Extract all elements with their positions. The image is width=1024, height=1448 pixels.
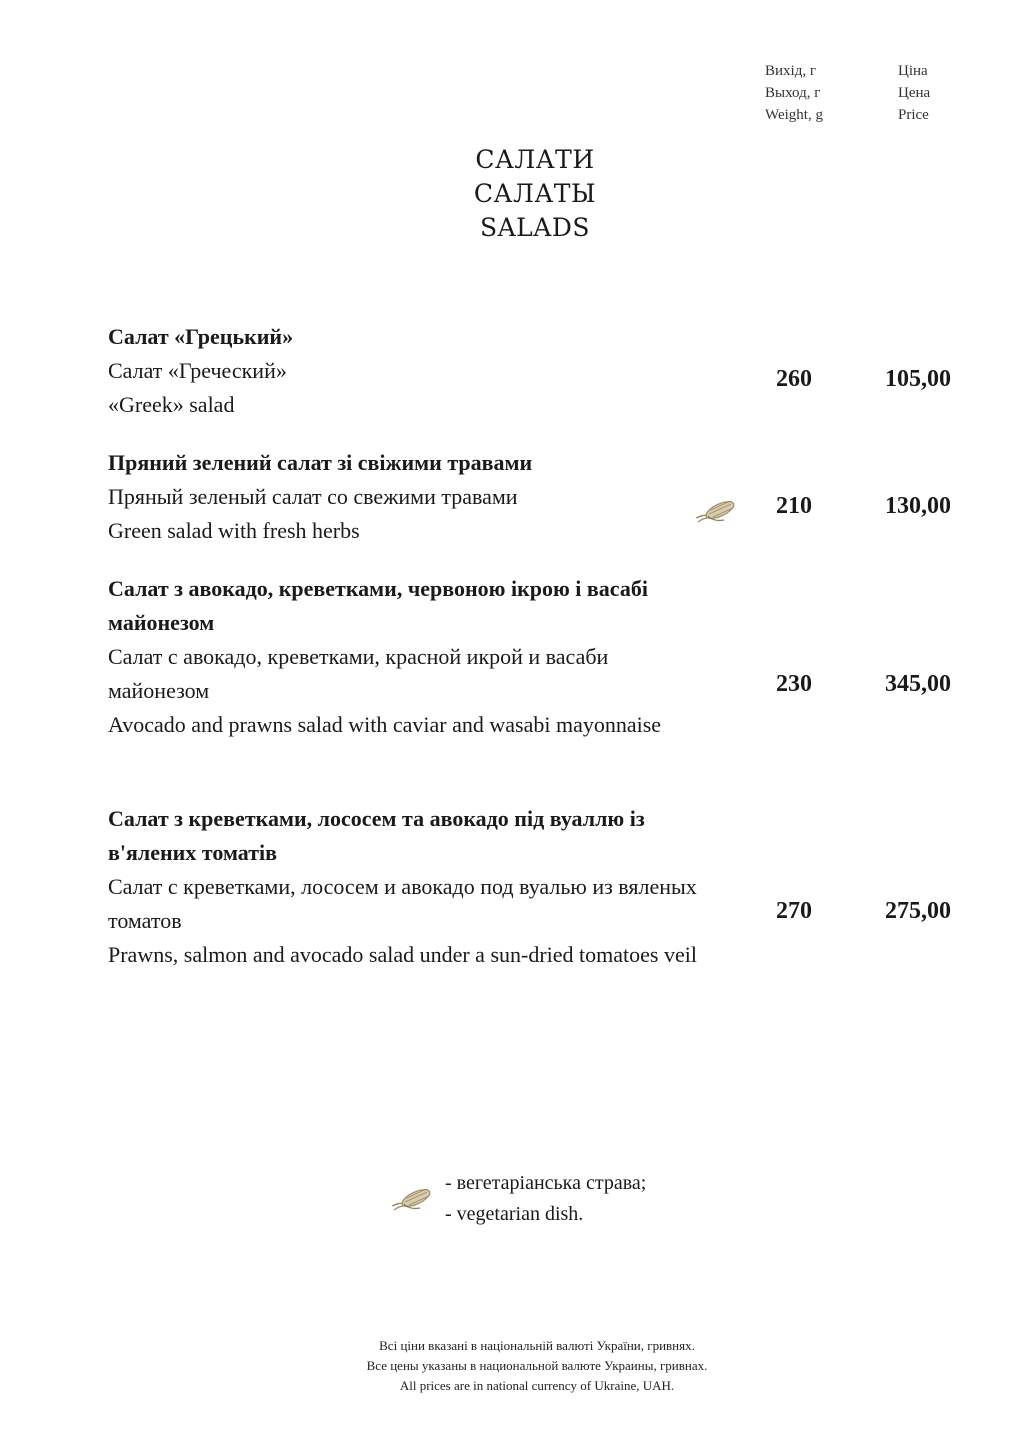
- currency-note-uk: Всі ціни вказані в національній валюті України, гривнях.: [379, 1338, 695, 1353]
- currency-note: [0, 1336, 1024, 1396]
- price-header-ru: Цена: [898, 85, 931, 101]
- section-title-en: SALADS: [479, 213, 590, 242]
- menu-item-price: 275,00: [885, 898, 951, 924]
- price-column-header: [898, 60, 930, 126]
- legend-line-en: - vegetarian dish.: [445, 1203, 584, 1225]
- menu-item: [108, 320, 708, 422]
- currency-note-en: All prices are in national currency of Ukraine, UAH.: [399, 1378, 675, 1393]
- menu-item-name-ru: Салат с авокадо, креветками, красной икрой и васаби майонезом: [108, 644, 609, 703]
- legend-line-uk: - вегетаріанська страва;: [445, 1172, 647, 1194]
- vegetarian-corn-icon: [694, 496, 740, 526]
- menu-item-price: 130,00: [885, 493, 951, 519]
- weight-column-header: [765, 60, 823, 126]
- menu-item: [108, 802, 708, 972]
- menu-item-name-en: Avocado and prawns salad with caviar and wasabi mayonnaise: [108, 712, 662, 737]
- menu-item-weight: 270: [776, 898, 812, 924]
- menu-item-weight: 230: [776, 671, 812, 697]
- vegetarian-corn-icon: [390, 1184, 436, 1214]
- vegetarian-legend: [445, 1168, 646, 1230]
- menu-item-name-en: Prawns, salmon and avocado salad under a sun-dried tomatoes veil: [108, 942, 697, 967]
- price-header-en: Price: [898, 107, 929, 123]
- weight-header-uk: Вихід, г: [765, 63, 816, 79]
- menu-item-name-ru: Салат с креветками, лососем и авокадо под вуалью из вяленых томатов: [108, 874, 697, 933]
- section-title: [0, 143, 1024, 245]
- menu-item-name: Салат «Грецький»: [108, 324, 294, 349]
- section-title-ru: САЛАТЫ: [473, 179, 597, 208]
- menu-item-name: Салат з креветками, лососем та авокадо під вуаллю із в'ялених томатів: [108, 806, 645, 865]
- menu-item-name: Салат з авокадо, креветками, червоною ікрою і васабі майонезом: [108, 576, 648, 635]
- weight-header-ru: Выход, г: [765, 85, 821, 101]
- section-title-uk: САЛАТИ: [475, 145, 595, 174]
- currency-note-ru: Все цены указаны в национальной валюте Украины, гривнах.: [366, 1358, 708, 1373]
- menu-item-name-ru: Салат «Греческий»: [108, 358, 287, 383]
- menu-item-name-ru: Пряный зеленый салат со свежими травами: [108, 484, 518, 509]
- menu-item-weight: 260: [776, 366, 812, 392]
- menu-item-price: 105,00: [885, 366, 951, 392]
- menu-item-price: 345,00: [885, 671, 951, 697]
- menu-item-name: Пряний зелений салат зі свіжими травами: [108, 450, 533, 475]
- weight-header-en: Weight, g: [765, 107, 823, 123]
- menu-item-name-en: Green salad with fresh herbs: [108, 518, 360, 543]
- menu-item-name-en: «Greek» salad: [108, 392, 235, 417]
- menu-item: [108, 572, 708, 742]
- menu-item: [108, 446, 708, 548]
- menu-item-weight: 210: [776, 493, 812, 519]
- price-header-uk: Ціна: [898, 63, 928, 79]
